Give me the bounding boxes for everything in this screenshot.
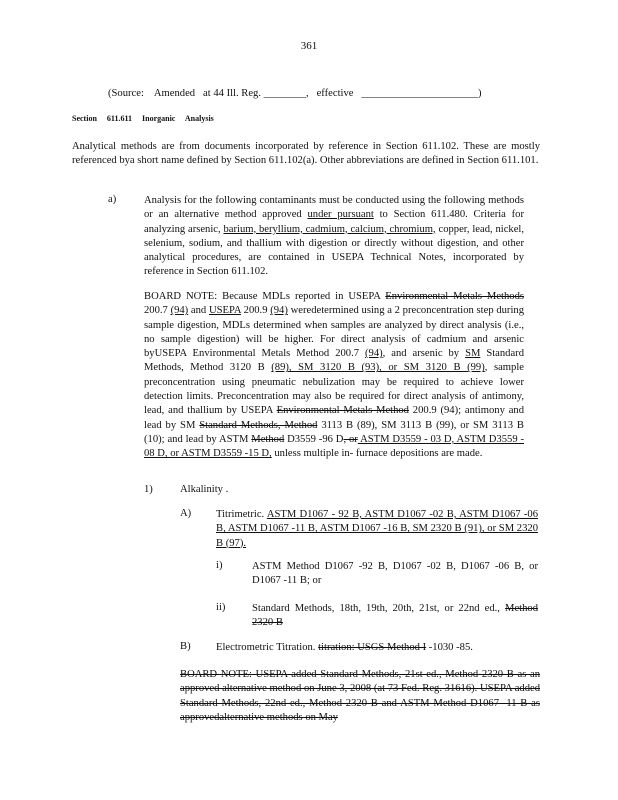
text-run: ASTM D1067 - 92 B, ASTM D1067 -02 B, ASTM D1067 -06 B, ASTM D1067 -11 B, ASTM D1067 -16 B, SM 2320 B (91), or SM 2320 B (97). <box>216 509 538 549</box>
board-note-metals <box>144 290 524 462</box>
text-run: Standard Methods, 18th, 19th, 20th, 21st, or 22nd ed., <box>252 603 506 614</box>
text-run: 200.9 <box>240 305 271 317</box>
text-run: D3559 -96 D <box>284 433 344 445</box>
text-run: -1030 -85. <box>426 642 473 653</box>
text-run: weredetermined using a 2 preconcentration step during sample digestion, MDLs determined when samples are analyzed by direct analysis (i.e., no sample digestion) will be higher. For direct analysis of cadmium and arsenic byUSEPA Environmental Metals Method 200.7 <box>144 305 525 360</box>
text-run: copper, lead, nickel, selenium, sodium, and thallium with digestion or directly without digestion, and other analytical procedures, are contained in USEPA Technical Notes, incorporated by reference in Section 611.102. <box>144 223 524 278</box>
text-run: (89), SM 3120 B (93), or SM 3120 B (99) <box>271 362 485 374</box>
item-1-title: Alkalinity . <box>180 484 229 495</box>
text-run: Analysis for the following contaminants must be conducted using the following methods or an alternative method approved <box>144 195 524 221</box>
text-run: Electrometric Titration. <box>216 642 319 653</box>
text-run: Standard Methods, Method 3120 B <box>144 348 524 374</box>
item-B-label: B) <box>180 641 191 652</box>
text-run: , or <box>343 433 358 445</box>
text-run: Method 2320 B <box>252 603 538 629</box>
text-run: titration: USGS Method I <box>318 642 427 653</box>
text-run: SM <box>465 348 481 360</box>
text-run: USEPA <box>208 305 241 317</box>
text-run: to Section 611.480. Criteria for analyzing arsenic, <box>144 209 524 235</box>
text-run: , and arsenic by <box>382 348 466 360</box>
text-run: (94) <box>365 348 383 360</box>
subsection-a-text <box>144 194 524 280</box>
text-run: under pursuant <box>307 209 374 221</box>
item-1-label: 1) <box>144 484 153 495</box>
item-A-label: A) <box>180 508 192 519</box>
text-run: Environmental Metals Methods <box>385 291 524 302</box>
text-run: 3113 B (89), SM 3113 B (99), or SM 3113 B (10); and lead by ASTM <box>144 419 524 445</box>
text-run: and <box>188 305 209 317</box>
item-ii-label: ii) <box>216 602 226 613</box>
text-run: unless multiple in- furnace depositions are made. <box>271 448 483 460</box>
text-run: Method <box>251 433 285 445</box>
text-run: barium, beryllium, cadmium, calcium, chromium, <box>223 223 436 235</box>
text-run: (94) <box>170 305 189 317</box>
text-run: Titrimetric. <box>216 509 267 520</box>
text-run: 200.7 <box>144 305 171 317</box>
item-i-label: i) <box>216 560 223 571</box>
item-ii-text <box>252 602 538 631</box>
text-run: Standard Methods, Method <box>199 419 318 431</box>
subsection-a-label: a) <box>108 194 117 205</box>
text-run: 200.9 (94); antimony and lead by SM <box>144 405 525 431</box>
text-run: ASTM D3559 - 03 D, ASTM D3559 - 08 D, or ASTM D3559 -15 D, <box>144 433 525 460</box>
source-note: (Source: Amended at 44 Ill. Reg. ________, effective ______________________) <box>108 88 482 99</box>
item-B-text <box>216 641 538 655</box>
text-run: , sample preconcentration using pneumatic nebulization may be required to achieve lower detection limits. Preconcentration may also be required for direct analysis of antimony, lead, and thallium by USEPA <box>144 362 524 417</box>
board-note-alkalinity: BOARD NOTE: USEPA added Standard Methods, 21st ed., Method 2320 B as an approved alternative method on June 3, 2008 (at 73 Fed. Reg. 31616). USEPA added Standard Methods, 22nd ed., Method 2320 B and ASTM Method D1067 -11 B as approvedalternative methods on May <box>180 669 540 723</box>
intro-paragraph: Analytical methods are from documents incorporated by reference in Section 611.102. These are mostly referenced bya short name defined by Section 611.102(a). Other abbreviations are defined in Section 611.101. <box>72 141 540 167</box>
text-run: BOARD NOTE: Because MDLs reported in USEPA <box>144 291 386 302</box>
section-heading: Section 611.611 Inorganic Analysis <box>72 114 214 123</box>
item-A-text <box>216 508 538 551</box>
page-number: 361 <box>300 40 318 52</box>
item-i-text: ASTM Method D1067 -92 B, D1067 -02 B, D1067 -06 B, or D1067 -11 B; or <box>252 561 538 587</box>
text-run: Environmental Metals Method <box>276 405 409 417</box>
text-run: (94) <box>270 305 288 317</box>
